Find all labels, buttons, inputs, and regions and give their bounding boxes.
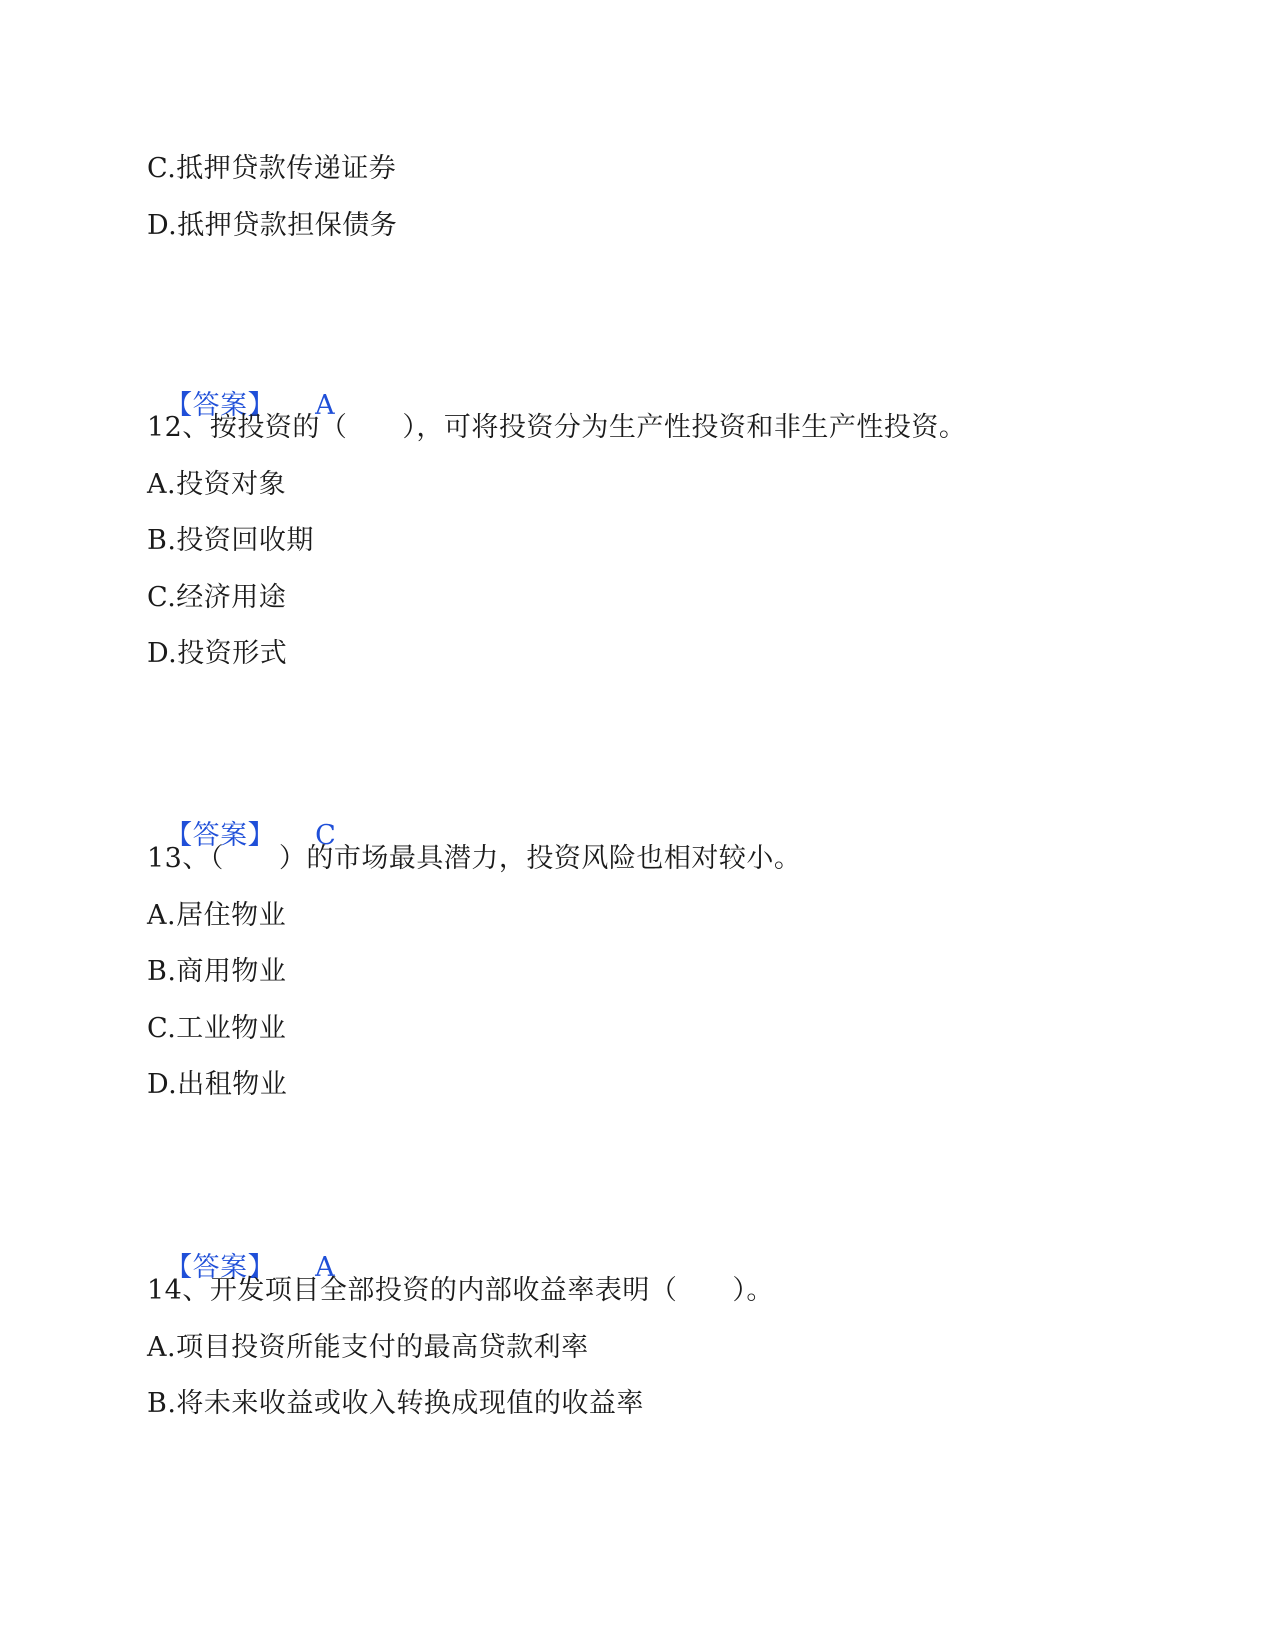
q12-option-c: C.经济用途 — [147, 582, 287, 613]
question-13-text: 13、（ ）的市场最具潜力，投资风险也相对较小。 — [147, 843, 802, 874]
q14-option-b: B.将未来收益或收入转换成现值的收益率 — [147, 1388, 644, 1419]
q13-option-b: B.商用物业 — [147, 956, 287, 987]
answer-value: A — [315, 1252, 336, 1283]
question-14-text: 14、开发项目全部投资的内部收益率表明（ ）。 — [147, 1275, 774, 1306]
answer-label: 【答案】 — [165, 1252, 276, 1283]
answer-value: A — [315, 390, 336, 421]
q12-option-d: D.投资形式 — [147, 638, 288, 669]
answer-label: 【答案】 — [165, 820, 276, 851]
q14-option-a: A.项目投资所能支付的最高贷款利率 — [147, 1332, 589, 1363]
q13-option-d: D.出租物业 — [147, 1069, 288, 1100]
answer-value: C — [315, 820, 337, 851]
question-12-text: 12、按投资的（ ），可将投资分为生产性投资和非生产性投资。 — [147, 412, 967, 443]
q13-option-c: C.工业物业 — [147, 1013, 287, 1044]
q12-option-a: A.投资对象 — [147, 469, 287, 500]
q13-option-a: A.居住物业 — [147, 900, 287, 931]
q12-option-b: B.投资回收期 — [147, 525, 314, 556]
option-c: C.抵押贷款传递证券 — [147, 153, 397, 184]
answer-label: 【答案】 — [165, 390, 276, 421]
option-d: D.抵押贷款担保债务 — [147, 210, 398, 241]
